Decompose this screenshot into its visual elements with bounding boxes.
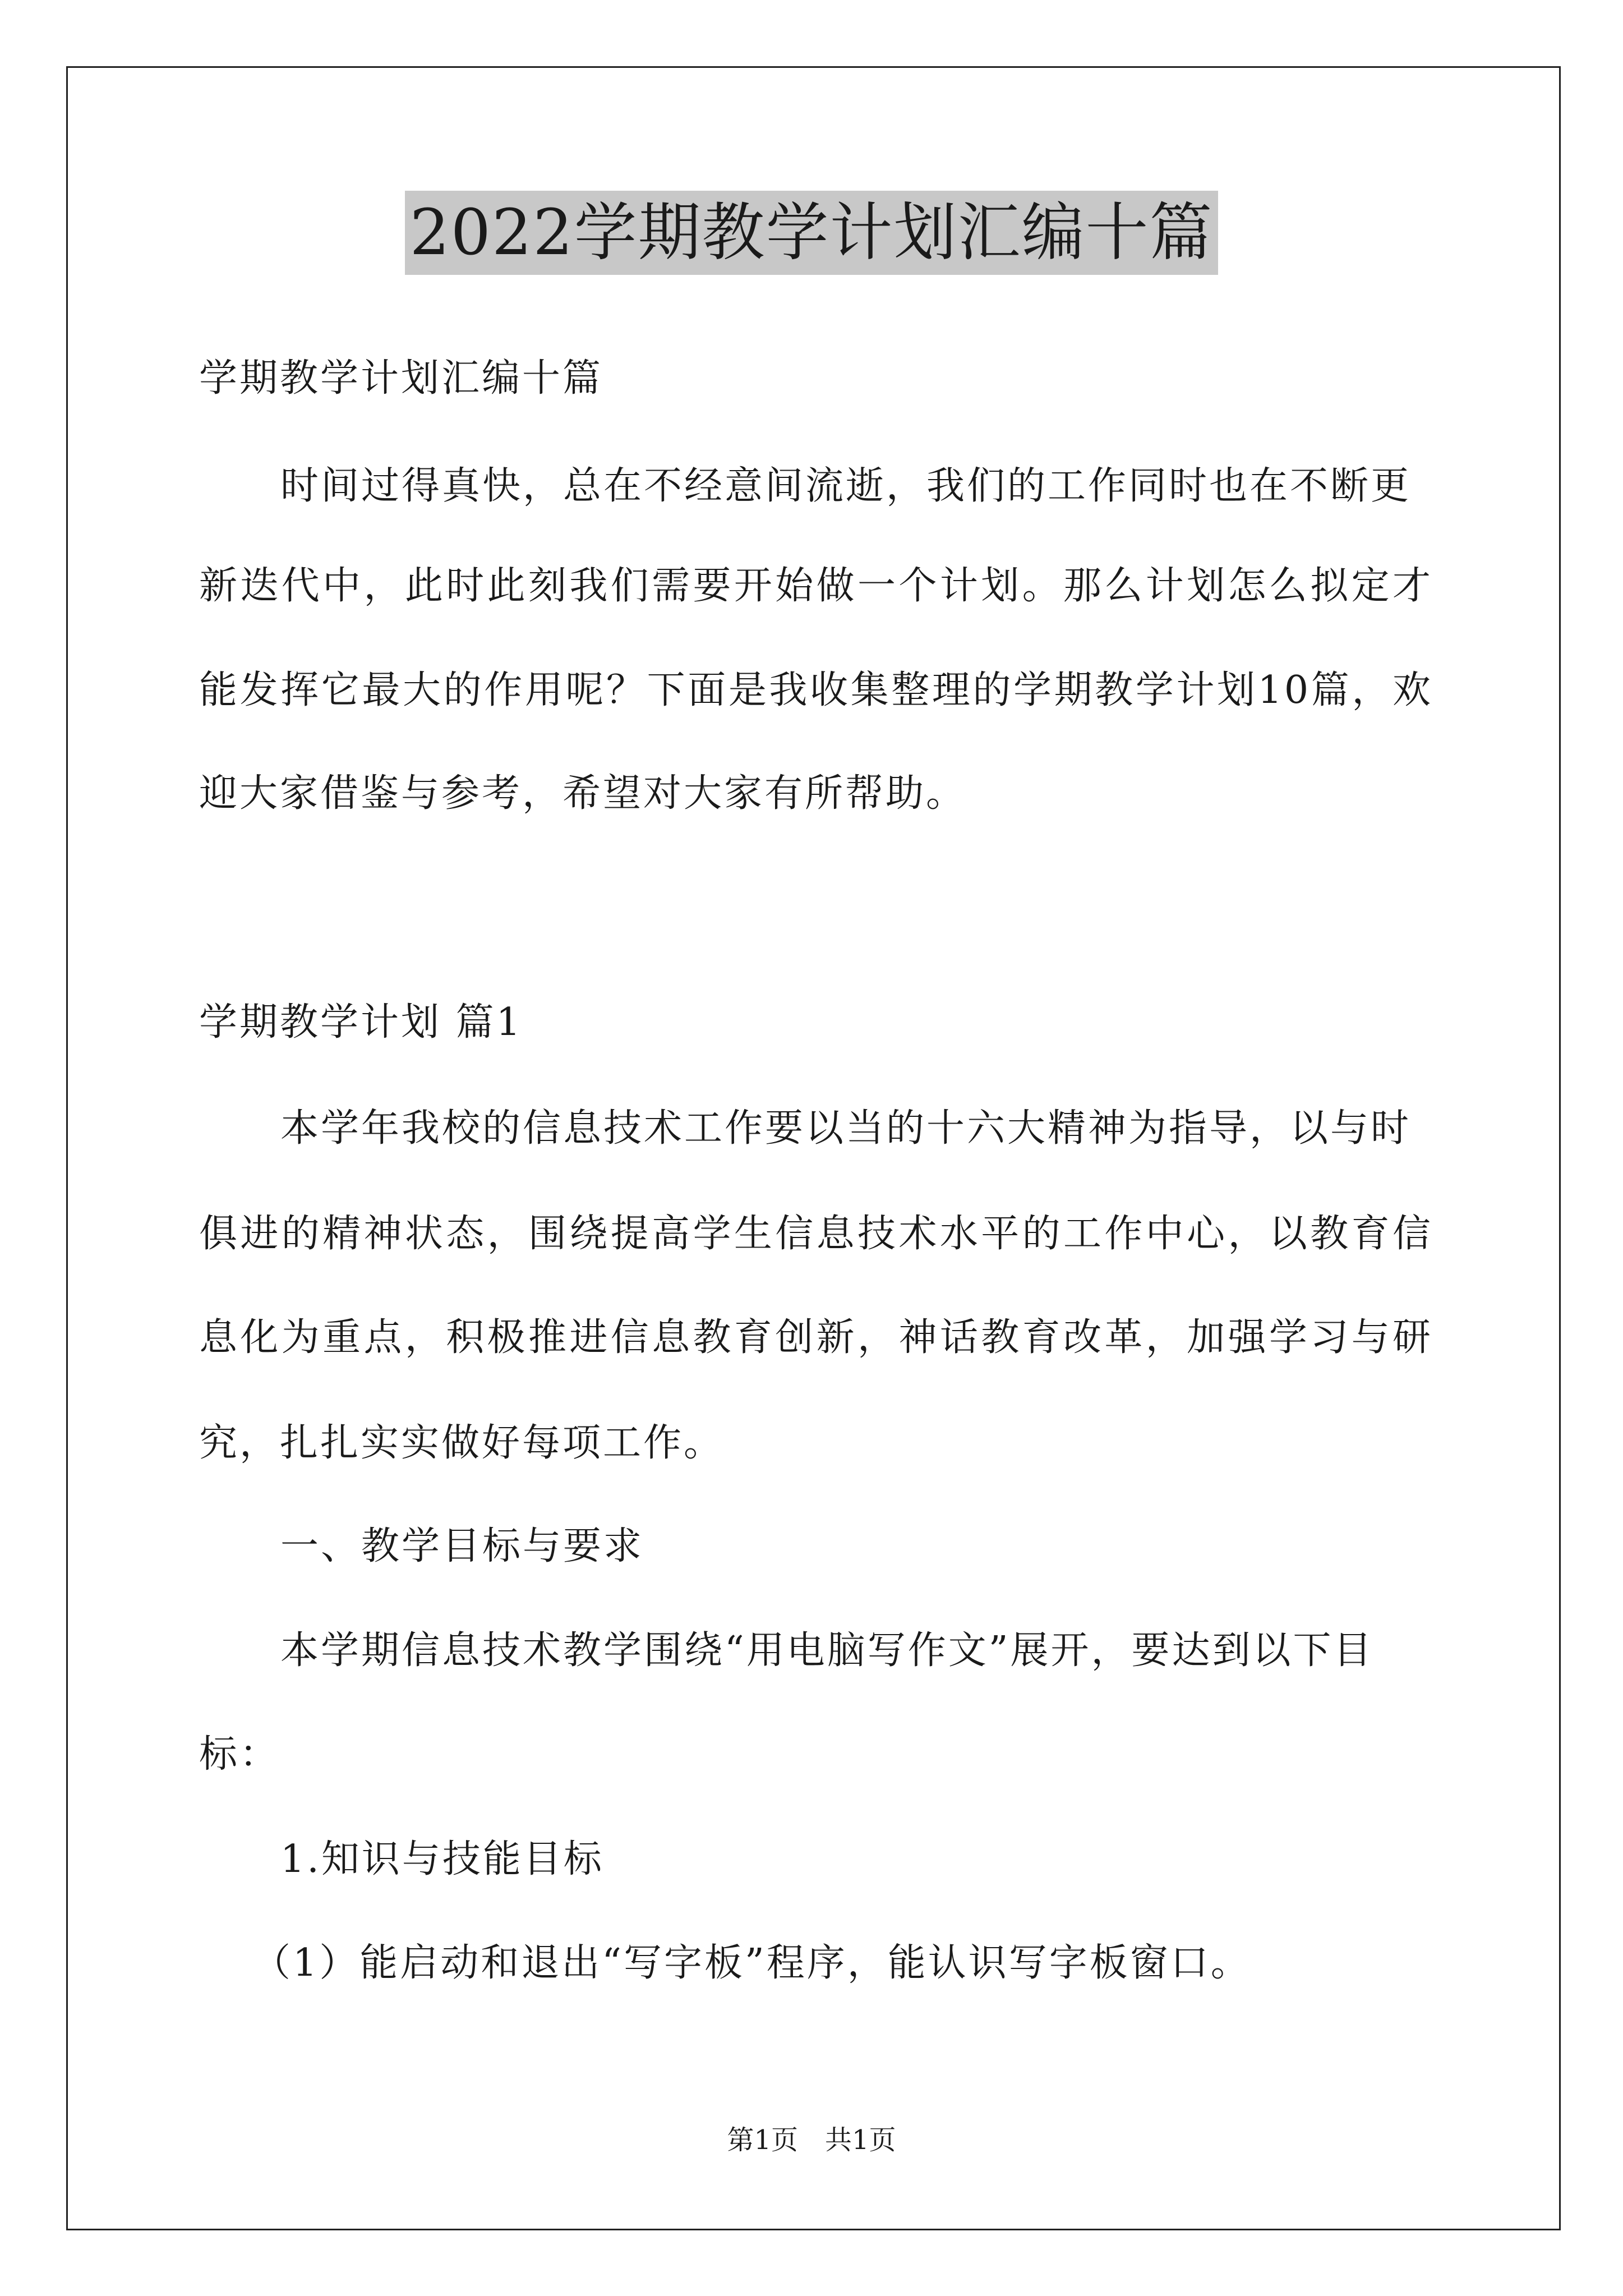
paragraph-line: 时间过得真快，总在不经意间流逝，我们的工作同时也在不断更 — [280, 464, 1412, 508]
paragraph-line: 本学年我校的信息技术工作要以当的十六大精神为指导，以与时 — [280, 1106, 1412, 1151]
subsection-heading: 一、教学目标与要求 — [280, 1524, 644, 1568]
paragraph-line: 本学期信息技术教学围绕“用电脑写作文”展开，要达到以下目 — [280, 1628, 1374, 1673]
subtitle-line: 学期教学计划汇编十篇 — [199, 356, 603, 401]
paragraph-line: 能发挥它最大的作用呢？下面是我收集整理的学期教学计划10篇，欢 — [199, 668, 1433, 712]
list-item: （1）能启动和退出“写字板”程序，能认识写字板窗口。 — [252, 1941, 1251, 1985]
paragraph-line: 迎大家借鉴与参考，希望对大家有所帮助。 — [199, 771, 967, 816]
page-footer: 第1页 共1页 — [727, 2124, 896, 2156]
document-title: 2022学期教学计划汇编十篇 — [405, 191, 1218, 275]
paragraph-line: 标： — [199, 1732, 280, 1777]
list-heading: 1.知识与技能目标 — [280, 1837, 604, 1881]
paragraph-line: 俱进的精神状态，围绕提高学生信息技术水平的工作中心，以教育信 — [199, 1212, 1433, 1256]
paragraph-line: 息化为重点，积极推进信息教育创新，神话教育改革，加强学习与研 — [199, 1315, 1433, 1360]
paragraph-line: 究，扎扎实实做好每项工作。 — [199, 1421, 725, 1465]
paragraph-line: 新迭代中，此时此刻我们需要开始做一个计划。那么计划怎么拟定才 — [199, 564, 1433, 608]
section-heading: 学期教学计划 篇1 — [199, 1000, 523, 1045]
title-container — [0, 191, 1623, 275]
